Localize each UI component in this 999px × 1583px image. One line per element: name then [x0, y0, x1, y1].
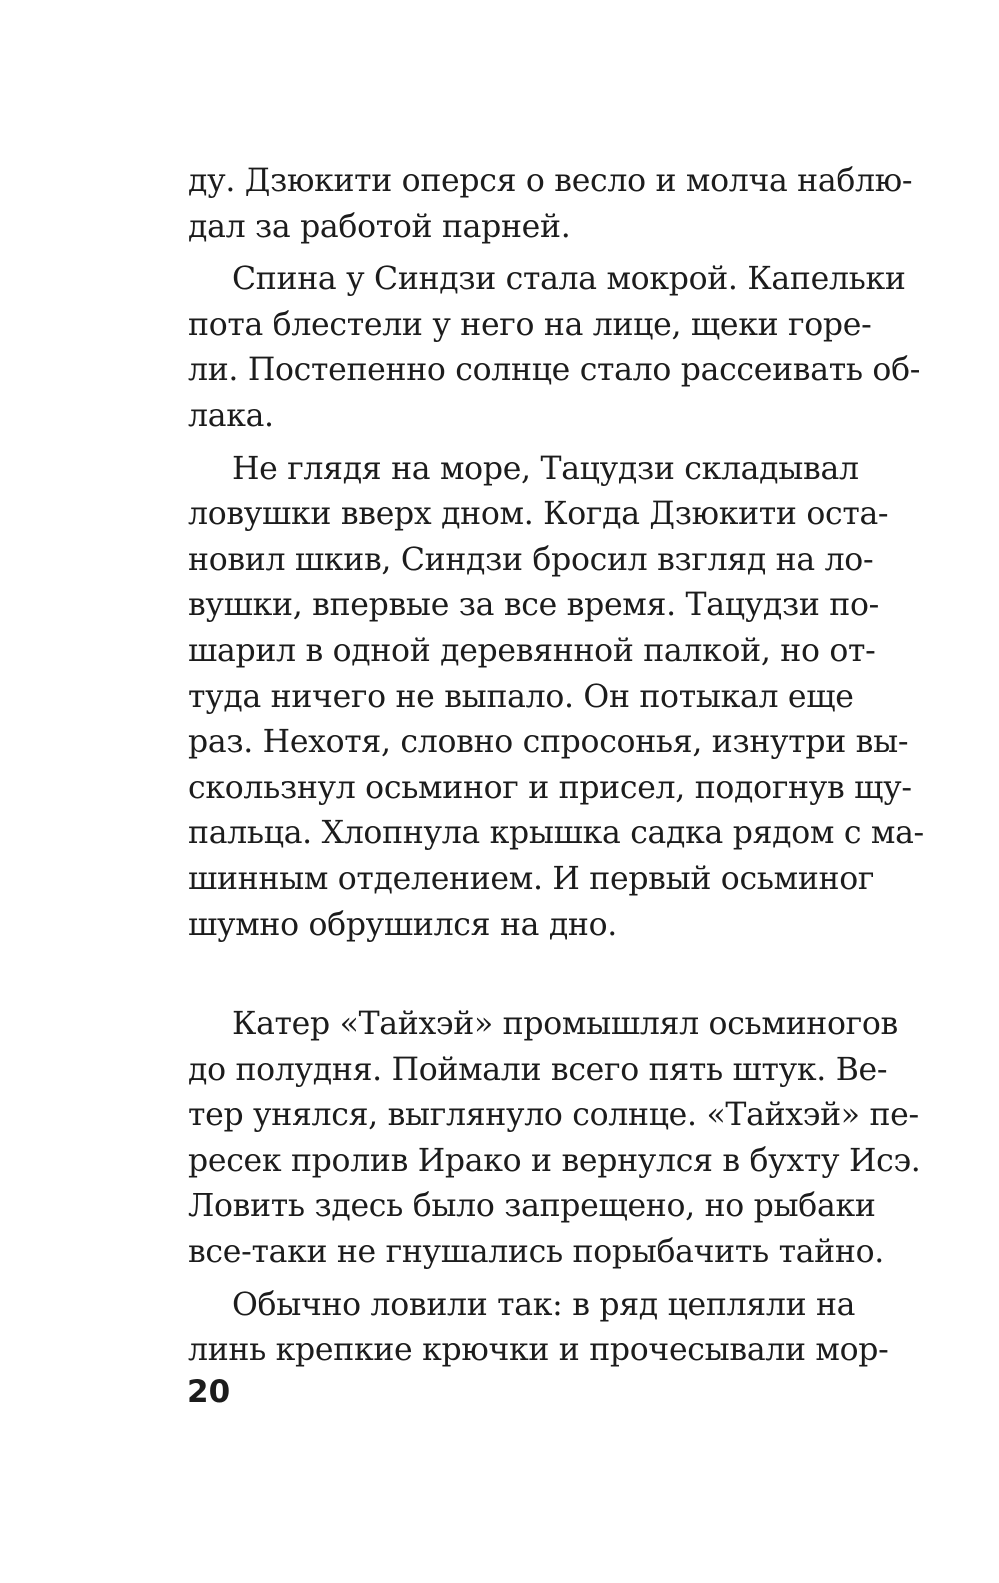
text-line: тер унялся, выглянуло солнце. «Тайхэй» пе- — [188, 1097, 919, 1134]
text-line: шумно обрушился на дно. — [188, 906, 617, 943]
text-line: новил шкив, Синдзи бросил взгляд на ло- — [188, 541, 874, 578]
text-line: линь крепкие крючки и прочесывали мор- — [188, 1332, 889, 1369]
text-line: шинным отделением. И первый осьминог — [188, 860, 875, 897]
text-line: вушки, впервые за все время. Тацудзи по- — [188, 587, 879, 624]
text-line: ловушки вверх дном. Когда Дзюкити оста- — [188, 496, 889, 533]
text-line: Обычно ловили так: в ряд цепляли на — [232, 1286, 856, 1323]
text-line: Не глядя на море, Тацудзи складывал — [232, 450, 859, 487]
text-line: лака. — [188, 397, 274, 434]
text-line: шарил в одной деревянной палкой, но от- — [188, 632, 876, 669]
text-line: скользнул осьминог и присел, подогнув щу- — [188, 769, 912, 806]
text-line: пота блестели у него на лице, щеки горе- — [188, 306, 872, 343]
text-line: ду. Дзюкити оперся о весло и молча наблю- — [188, 163, 913, 199]
text-line: ли. Постепенно солнце стало рассеивать об- — [188, 352, 921, 389]
text-line: ресек пролив Ирако и вернулся в бухту Исэ. — [188, 1142, 921, 1179]
text-line: дал за работой парней. — [188, 208, 571, 245]
text-line: пальца. Хлопнула крышка садка рядом с ма- — [188, 815, 924, 852]
section-break — [188, 948, 852, 1002]
text-line: Ловить здесь было запрещено, но рыбаки — [188, 1188, 876, 1225]
text-line: все-таки не гнушались порыбачить тайно. — [188, 1234, 884, 1271]
body-text — [188, 159, 924, 1374]
text-line: до полудня. Поймали всего пять штук. Ве- — [188, 1051, 888, 1088]
text-line: Катер «Тайхэй» промышлял осьминогов — [232, 1006, 898, 1043]
text-line: туда ничего не выпало. Он потыкал еще — [188, 678, 854, 715]
text-line: раз. Нехотя, словно спросонья, изнутри вы- — [188, 724, 909, 761]
text-line: Спина у Синдзи стала мокрой. Капельки — [232, 261, 906, 298]
page-number: 20 — [187, 1374, 231, 1410]
